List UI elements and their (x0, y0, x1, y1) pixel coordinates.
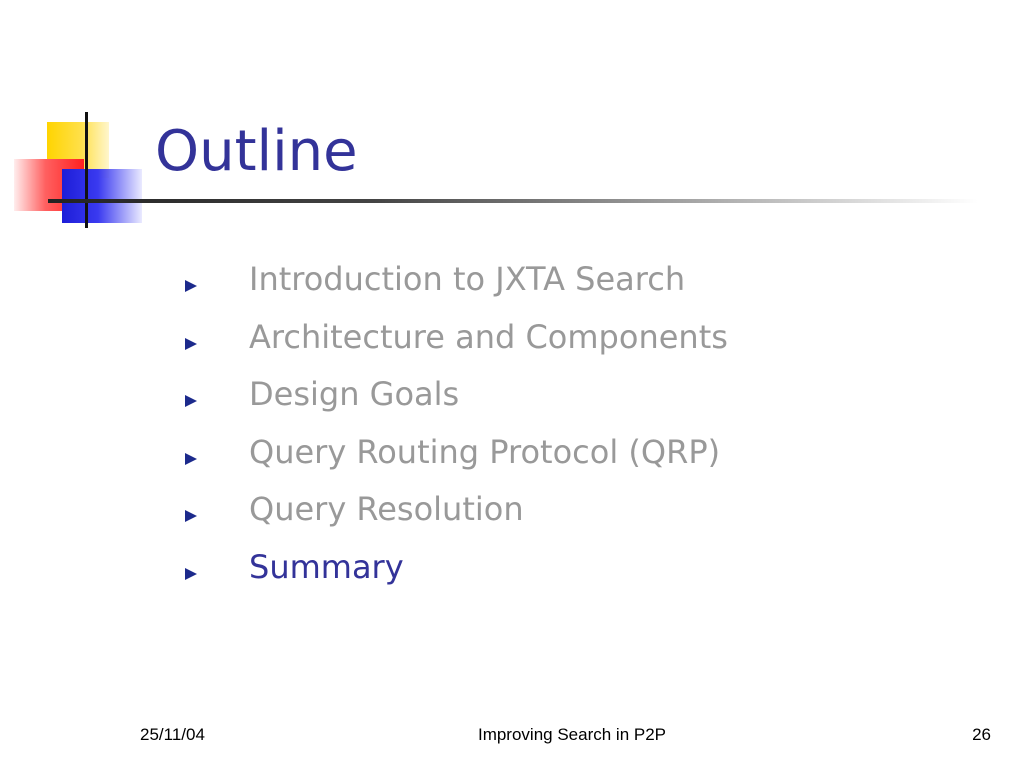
footer-title: Improving Search in P2P (477, 725, 667, 744)
triangle-bullet-icon (185, 280, 197, 292)
list-item-label: Summary (249, 547, 404, 586)
page-number: 26 (972, 725, 991, 744)
triangle-bullet-icon (185, 510, 197, 522)
triangle-bullet-icon (185, 395, 197, 407)
list-item-label: Query Resolution (249, 490, 524, 528)
logo-vertical-line (85, 112, 88, 228)
list-item-label: Query Routing Protocol (QRP) (249, 432, 721, 471)
footer-date: 25/11/04 (140, 725, 205, 744)
list-item-label: Design Goals (249, 375, 460, 413)
color-squares-logo (10, 108, 150, 233)
triangle-bullet-icon (185, 453, 197, 465)
list-item-label: Introduction to JXTA Search (249, 260, 686, 298)
list-item-label: Architecture and Components (249, 317, 728, 356)
logo-blue-square (62, 169, 142, 223)
slide-title: Outline (155, 119, 358, 184)
triangle-bullet-icon (185, 568, 197, 580)
title-underline-rule (48, 199, 978, 203)
triangle-bullet-icon (185, 338, 197, 350)
